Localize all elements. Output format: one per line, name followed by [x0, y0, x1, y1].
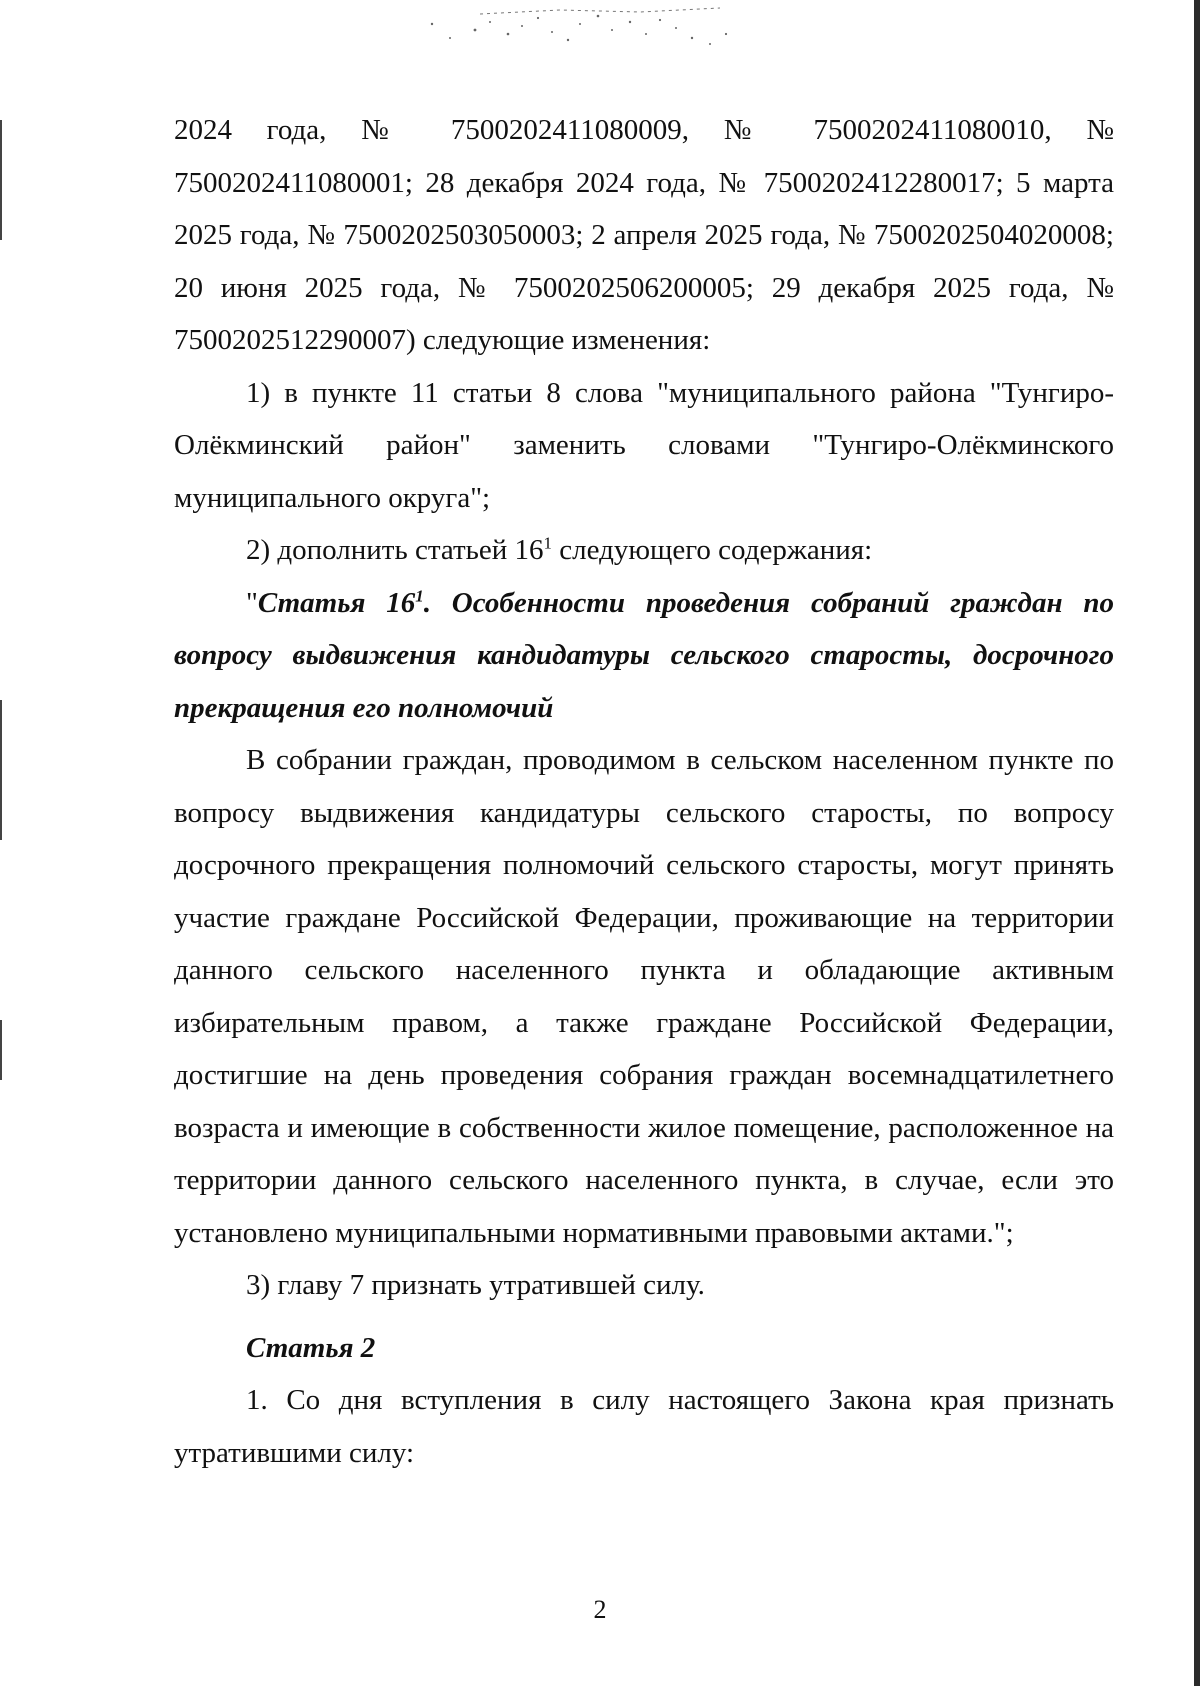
scan-edge — [1194, 0, 1200, 1686]
amendment-item-2: 2) дополнить статьей $16^1$ следующего содержания: — [246, 533, 873, 566]
scan-mark — [0, 120, 2, 240]
amendment-item-3: 3) главу 7 признать утратившей силу. — [246, 1269, 705, 1301]
scan-noise — [420, 4, 760, 56]
scan-mark — [0, 1020, 2, 1080]
page-number: 2 — [593, 1595, 607, 1624]
continuation-paragraph: 2024 года, № 7500202411080009, № 7500202411080010, № 7500202411080001; 28 декабря 2024 года, № 7500202412280017; 5 марта 2025 года, № 7500202503050003; 2 апреля 2025 года, № 7500202504020008; 20 июня 2025 года, № 7500202506200005; 29 декабря 2025 года, № 7500202512290007) следующие изменения: — [174, 114, 1114, 356]
scan-mark — [0, 700, 2, 840]
document-body — [174, 104, 1114, 1479]
amendment-item-1: 1) в пункте 11 статьи 8 слова "муниципального района "Тунгиро-Олёкминский район" заменить словами "Тунгиро-Олёкминского муниципального округа"; — [174, 376, 1114, 514]
article-2-title: Статья 2 — [246, 1331, 376, 1364]
article-2-paragraph-1: 1. Со дня вступления в силу настоящего Закона края признать утратившими силу: — [174, 1384, 1114, 1469]
article-16-1-title: "Статья $16^1$. Особенности проведения собраний граждан по вопросу выдвижения кандидатуры сельского старосты, досрочного прекращения его полномочий — [174, 585, 1114, 724]
article-16-1-body: В собрании граждан, проводимом в сельском населенном пункте по вопросу выдвижения кандидатуры сельского старосты, по вопросу досрочного прекращения полномочий сельского старосты, могут принять участие граждане Российской Федерации, проживающие на территории данного сельского населенного пункта и обладающие активным избирательным правом, а также граждане Российской Федерации, достигшие на день проведения собрания граждан восемнадцатилетнего возраста и имеющие в собственности жилое помещение, расположенное на территории данного сельского населенного пункта, в случае, если это установлено муниципальными нормативными правовыми актами."; — [174, 744, 1114, 1249]
